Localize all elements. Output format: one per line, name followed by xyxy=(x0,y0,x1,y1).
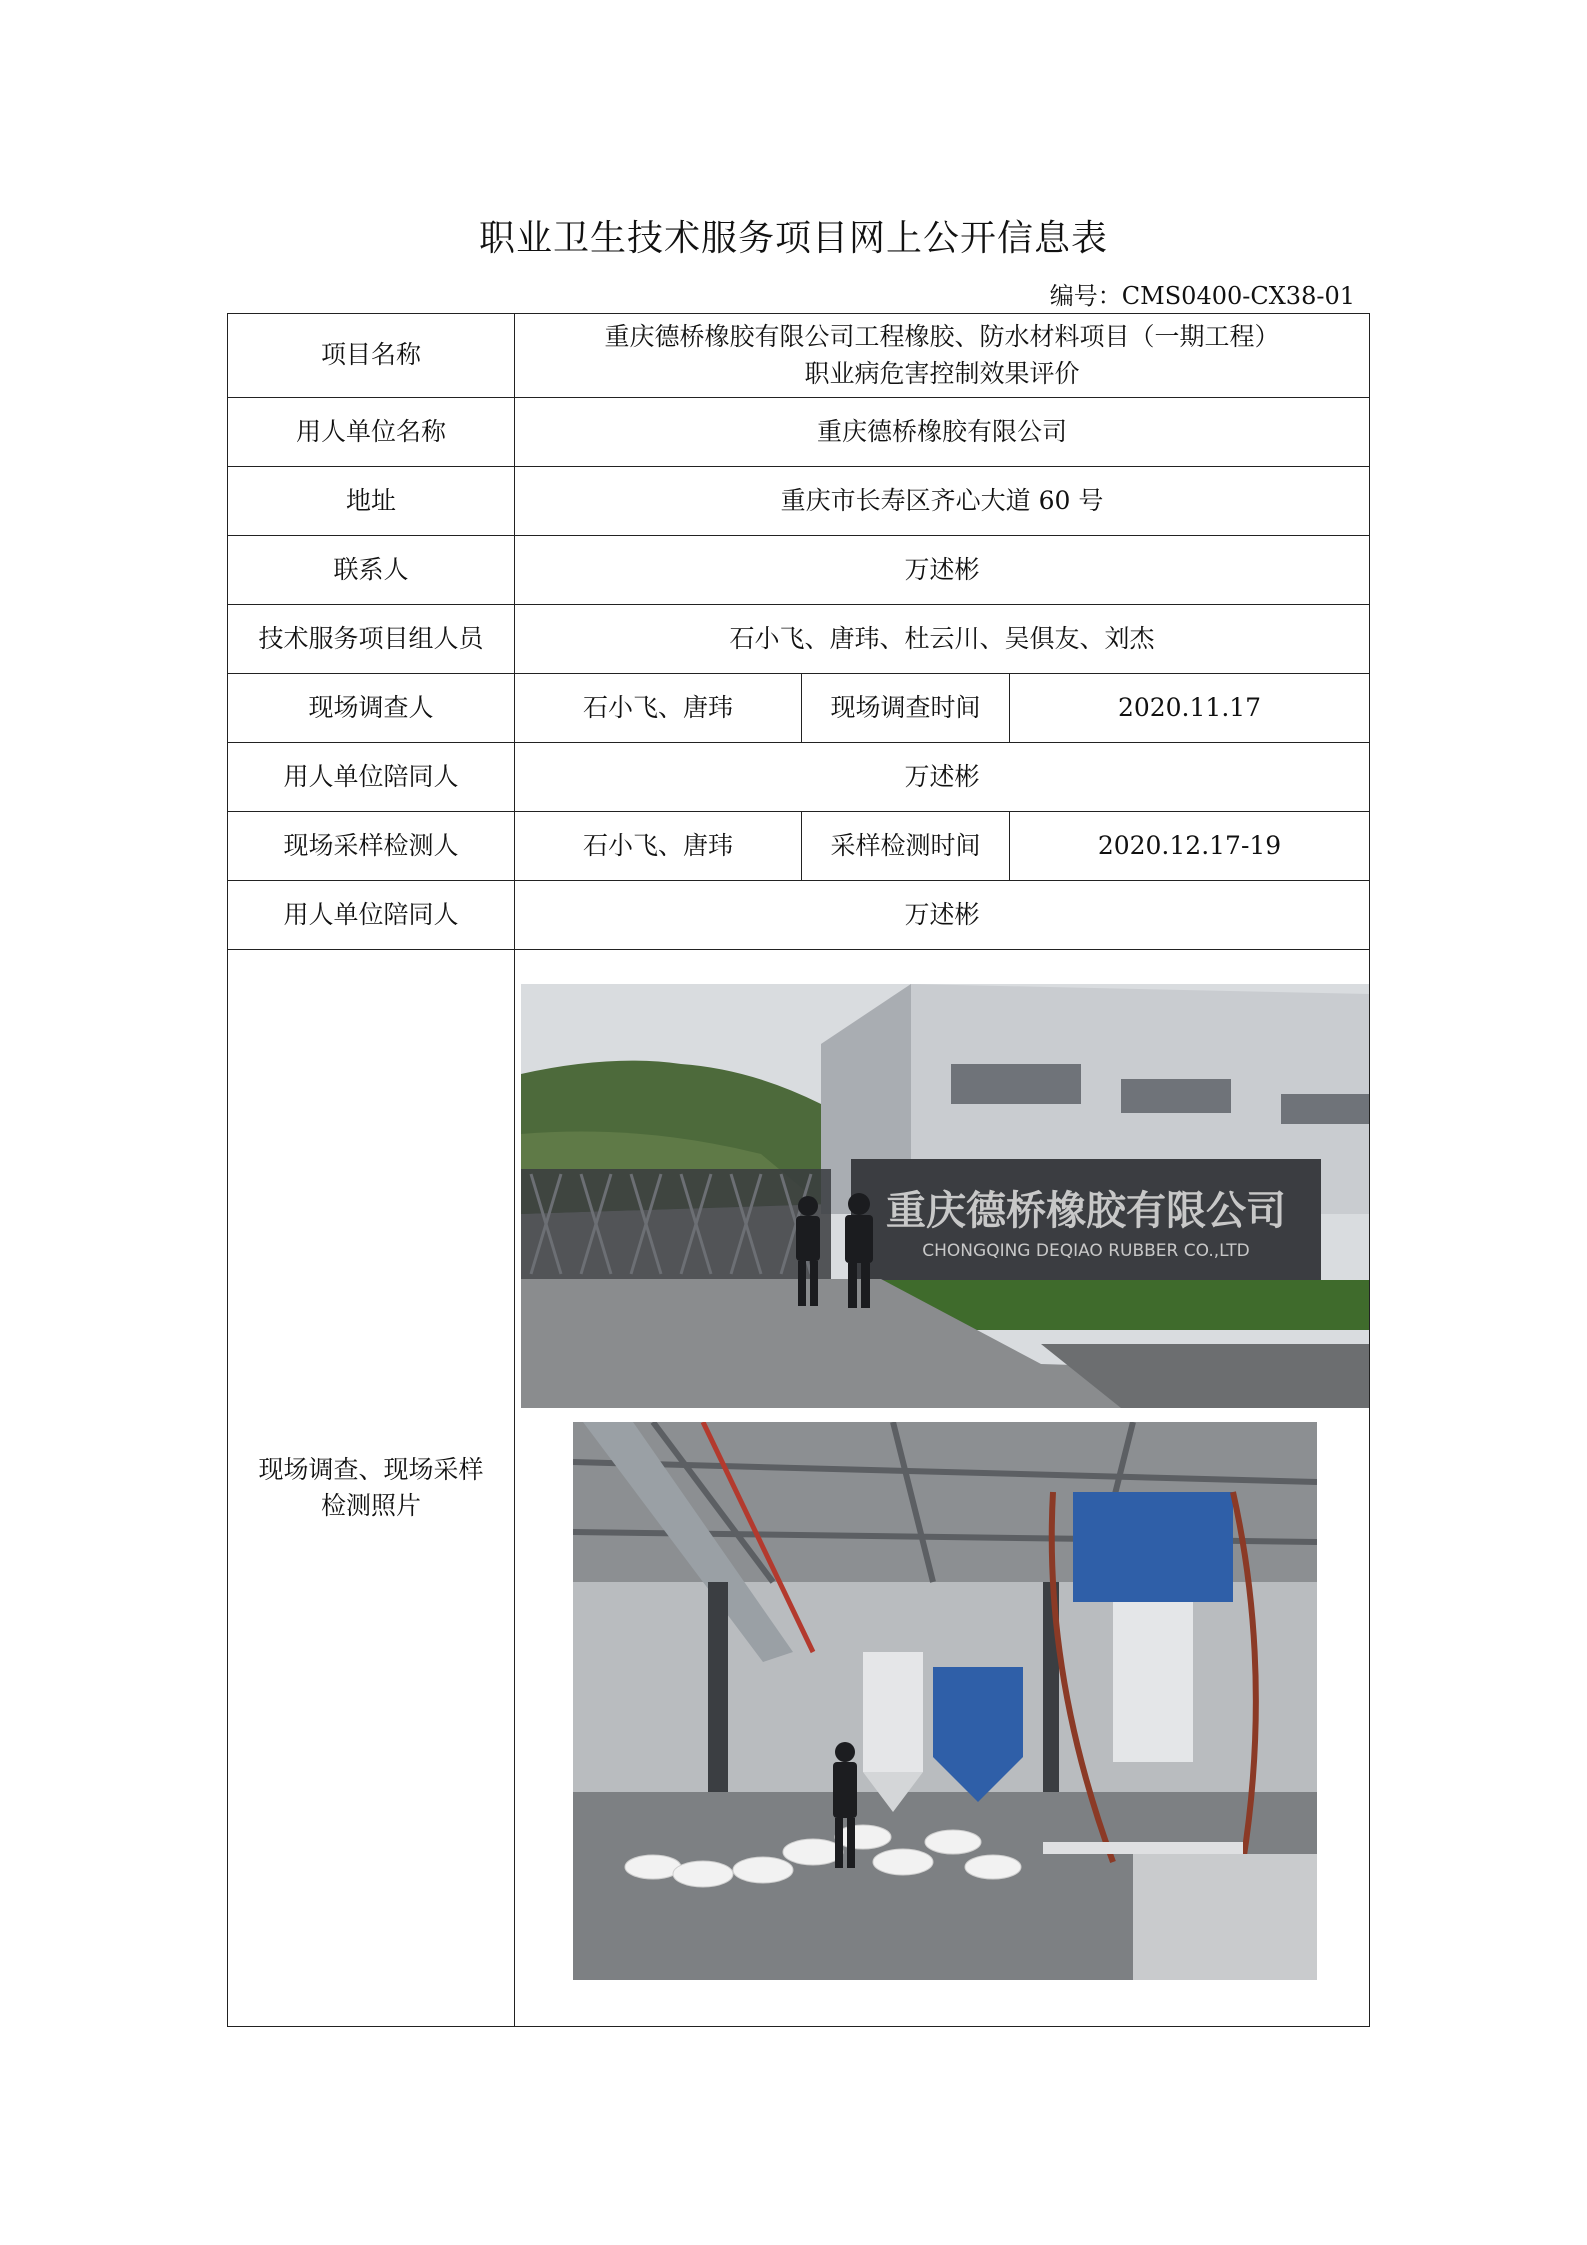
document-number: 编号：CMS0400-CX38-01 xyxy=(1049,282,1355,310)
value-escort-1: 万述彬 xyxy=(515,743,1370,812)
factory-gate-illustration xyxy=(521,984,1369,1408)
label-survey-time: 现场调查时间 xyxy=(802,674,1010,743)
value-contact: 万述彬 xyxy=(515,536,1370,605)
label-contact: 联系人 xyxy=(228,536,515,605)
project-name-line2: 职业病危害控制效果评价 xyxy=(804,358,1080,388)
value-sampling-time: 2020.12.17-19 xyxy=(1010,812,1370,881)
row-survey xyxy=(228,674,1370,743)
label-survey: 现场调查人 xyxy=(228,674,515,743)
label-team: 技术服务项目组人员 xyxy=(228,605,515,674)
value-survey: 石小飞、唐玮 xyxy=(515,674,802,743)
sign-english: CHONGQING DEQIAO RUBBER CO.,LTD xyxy=(922,1241,1250,1261)
value-employer: 重庆德桥橡胶有限公司 xyxy=(515,398,1370,467)
value-escort-2: 万述彬 xyxy=(515,881,1370,950)
photos-cell xyxy=(515,950,1370,2027)
label-escort-1: 用人单位陪同人 xyxy=(228,743,515,812)
factory-interior-illustration xyxy=(573,1422,1317,1980)
row-project-name xyxy=(228,314,1370,398)
project-name-line1: 重庆德桥橡胶有限公司工程橡胶、防水材料项目（一期工程） xyxy=(604,322,1280,352)
row-photos xyxy=(228,950,1370,2027)
photos-label-line2: 检测照片 xyxy=(320,1491,421,1520)
row-sampling xyxy=(228,812,1370,881)
label-sampling-time: 采样检测时间 xyxy=(802,812,1010,881)
label-employer: 用人单位名称 xyxy=(228,398,515,467)
sign-chinese: 重庆德桥橡胶有限公司 xyxy=(886,1188,1286,1234)
row-team xyxy=(228,605,1370,674)
value-sampling: 石小飞、唐玮 xyxy=(515,812,802,881)
value-project-name xyxy=(515,314,1370,398)
row-contact xyxy=(228,536,1370,605)
value-team: 石小飞、唐玮、杜云川、吴俱友、刘杰 xyxy=(515,605,1370,674)
photos-label-line1: 现场调查、现场采样 xyxy=(258,1454,484,1484)
photo-factory-gate xyxy=(521,984,1369,1408)
row-escort-1 xyxy=(228,743,1370,812)
label-escort-2: 用人单位陪同人 xyxy=(228,881,515,950)
row-address xyxy=(228,467,1370,536)
label-photos xyxy=(228,950,515,2027)
label-sampling: 现场采样检测人 xyxy=(228,812,515,881)
value-survey-time: 2020.11.17 xyxy=(1010,674,1370,743)
row-employer xyxy=(228,398,1370,467)
info-table xyxy=(227,313,1370,2027)
page-title: 职业卫生技术服务项目网上公开信息表 xyxy=(478,218,1108,259)
label-address: 地址 xyxy=(228,467,515,536)
label-project-name: 项目名称 xyxy=(228,314,515,398)
row-escort-2 xyxy=(228,881,1370,950)
value-address: 重庆市长寿区齐心大道 60 号 xyxy=(515,467,1370,536)
photo-factory-interior xyxy=(573,1422,1317,1980)
